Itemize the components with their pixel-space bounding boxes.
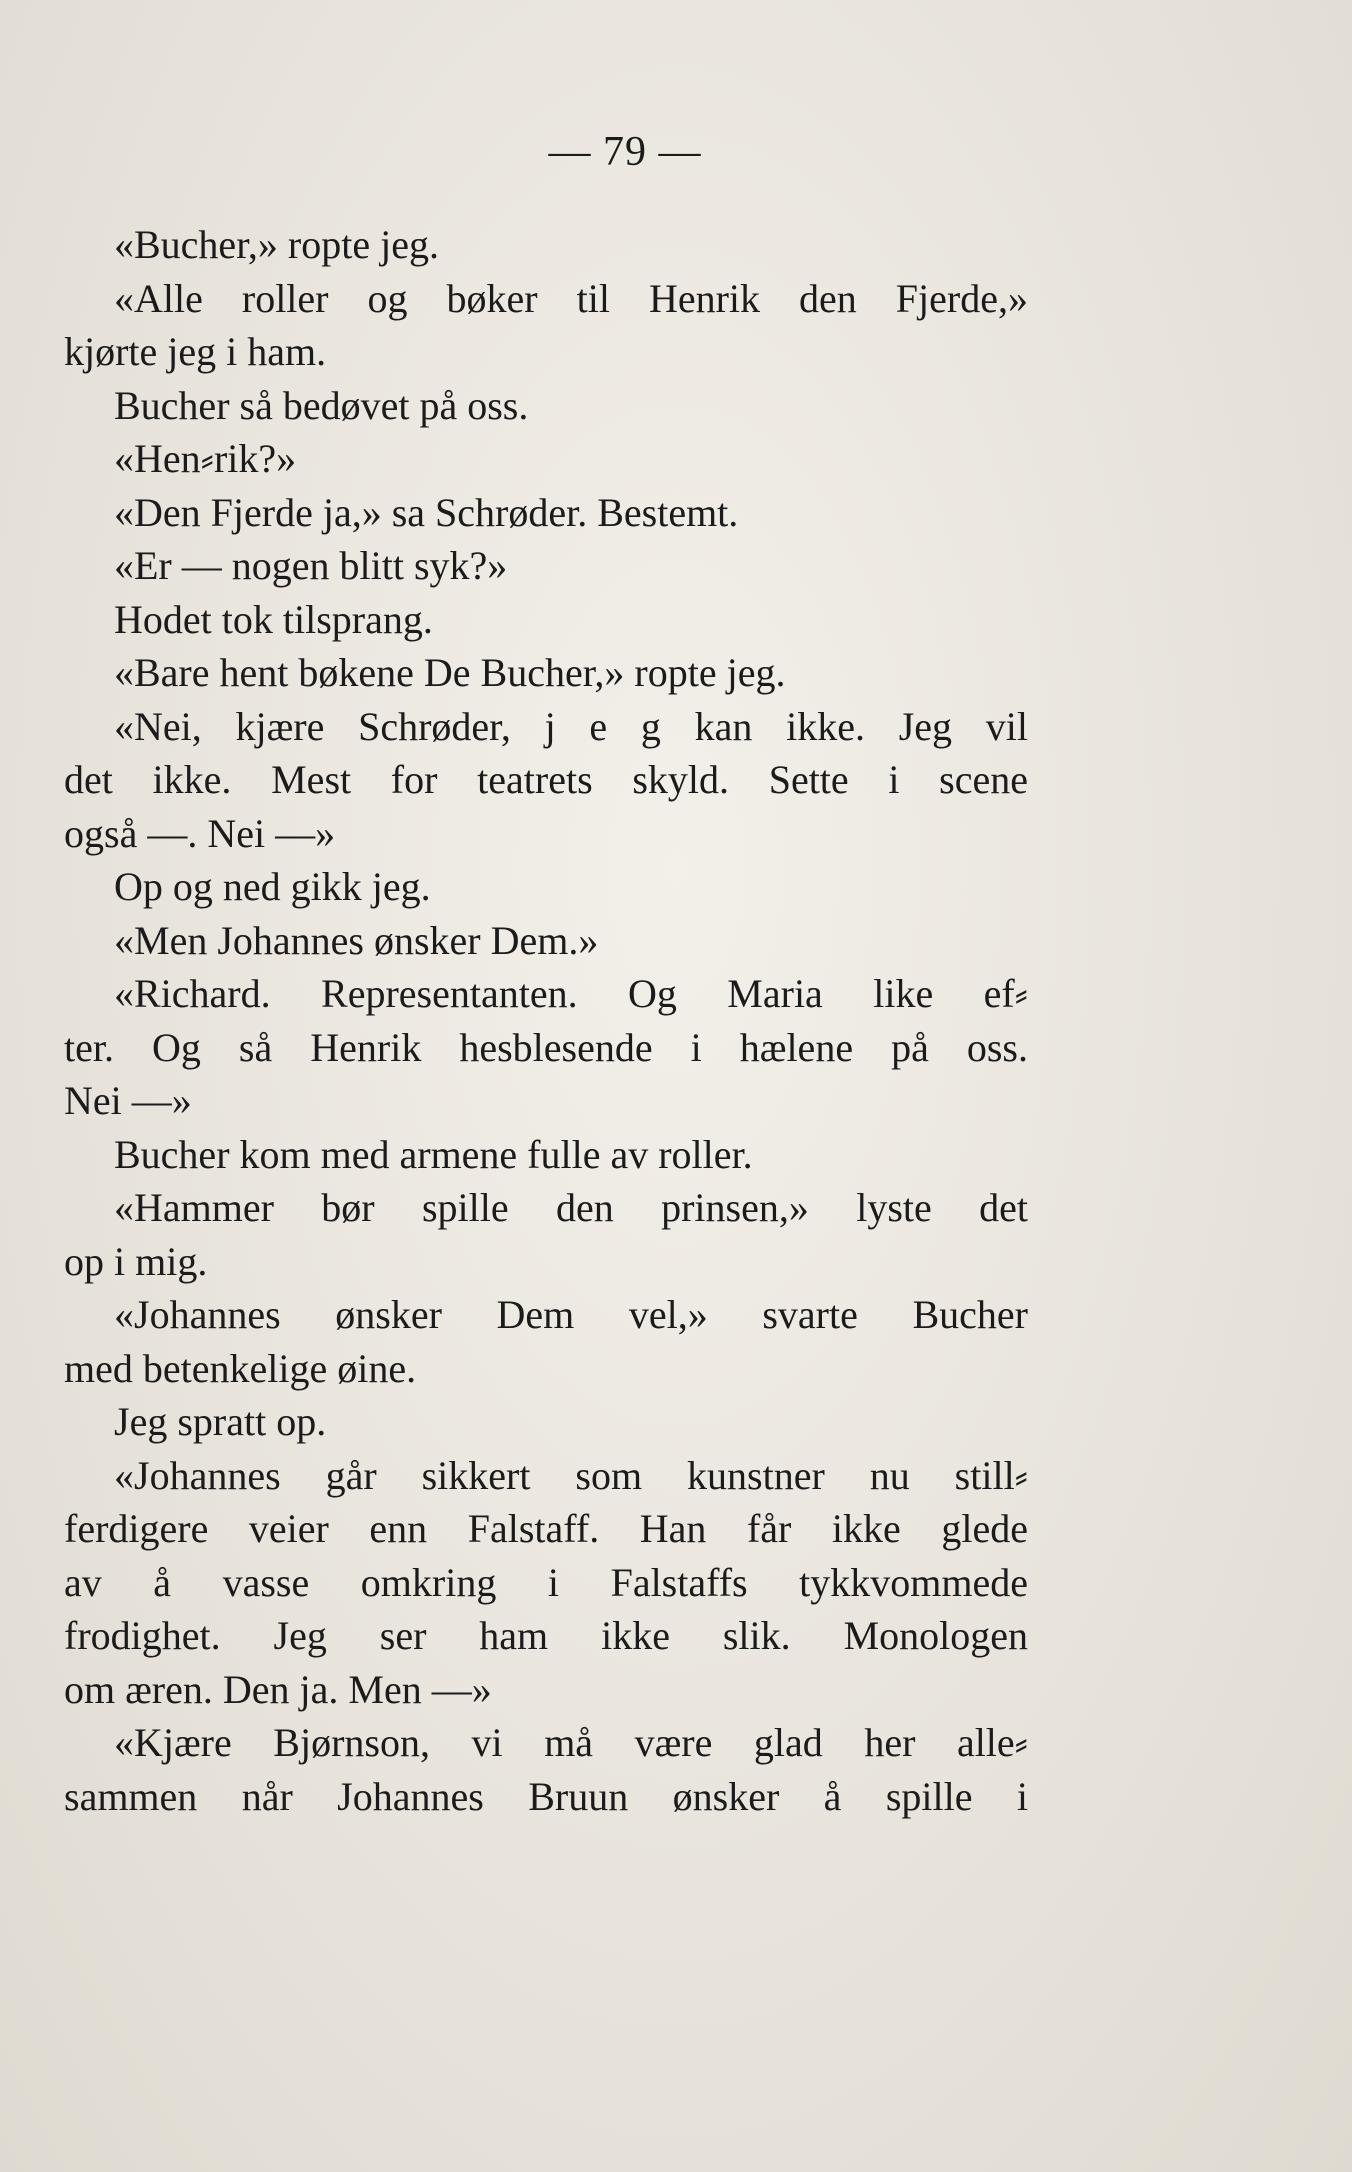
text-line: «Bare hent bøkene De Bucher,» ropte jeg. (114, 650, 786, 695)
text-line: «Den Fjerde ja,» sa Schrøder. Bestemt. (114, 489, 739, 535)
text-line: Nei —» (64, 1078, 192, 1123)
text-line: kjørte jeg i ham. (64, 329, 327, 374)
text-line: Bucher så bedøvet på oss. (114, 382, 529, 428)
text-line: ferdigere veier enn Falstaff. Han får ikke glede (64, 1506, 1028, 1551)
text-line: av å vasse omkring i Falstaffs tykkvommede (64, 1559, 1028, 1605)
text-line: også —. Nei —» (64, 810, 336, 856)
text-line: frodighet. Jeg ser ham ikke slik. Monologen (64, 1613, 1028, 1658)
text-line: sammen når Johannes Bruun ønsker å spille i (64, 1773, 1028, 1819)
body-text (64, 218, 1028, 1823)
text-line: med betenkelige øine. (64, 1345, 417, 1391)
text-line: ter. Og så Henrik hesblesende i hælene på oss. (64, 1024, 1028, 1070)
text-line: «Men Johannes ønsker Dem.» (114, 917, 599, 963)
text-line: «Hammer bør spille den prinsen,» lyste det (114, 1185, 1028, 1230)
text-line: Hodet tok tilsprang. (114, 596, 433, 642)
text-line: «Er — nogen blitt syk?» (114, 543, 508, 588)
text-line: «Johannes går sikkert som kunstner nu still⸗ (114, 1452, 1028, 1498)
text-line: Jeg spratt op. (114, 1399, 327, 1444)
text-line: «Alle roller og bøker til Henrik den Fjerde,» (114, 275, 1028, 321)
text-line: Op og ned gikk jeg. (114, 864, 431, 909)
text-line: «Nei, kjære Schrøder, j e g kan ikke. Jeg vil (114, 703, 1028, 749)
text-line: det ikke. Mest for teatrets skyld. Sette i scene (64, 757, 1028, 802)
text-line: om æren. Den ja. Men —» (64, 1666, 492, 1712)
text-line: «Richard. Representanten. Og Maria like ef⸗ (114, 971, 1028, 1016)
text-line: «Hen⸗rik?» (114, 436, 297, 481)
text-line: op i mig. (64, 1238, 208, 1284)
text-line: Bucher kom med armene fulle av roller. (114, 1131, 753, 1177)
text-line: «Bucher,» ropte jeg. (114, 222, 439, 267)
text-line: «Kjære Bjørnson, vi må være glad her alle⸗ (114, 1720, 1028, 1765)
page-number: — 79 — (548, 129, 702, 175)
text-line: «Johannes ønsker Dem vel,» svarte Bucher (114, 1292, 1028, 1337)
